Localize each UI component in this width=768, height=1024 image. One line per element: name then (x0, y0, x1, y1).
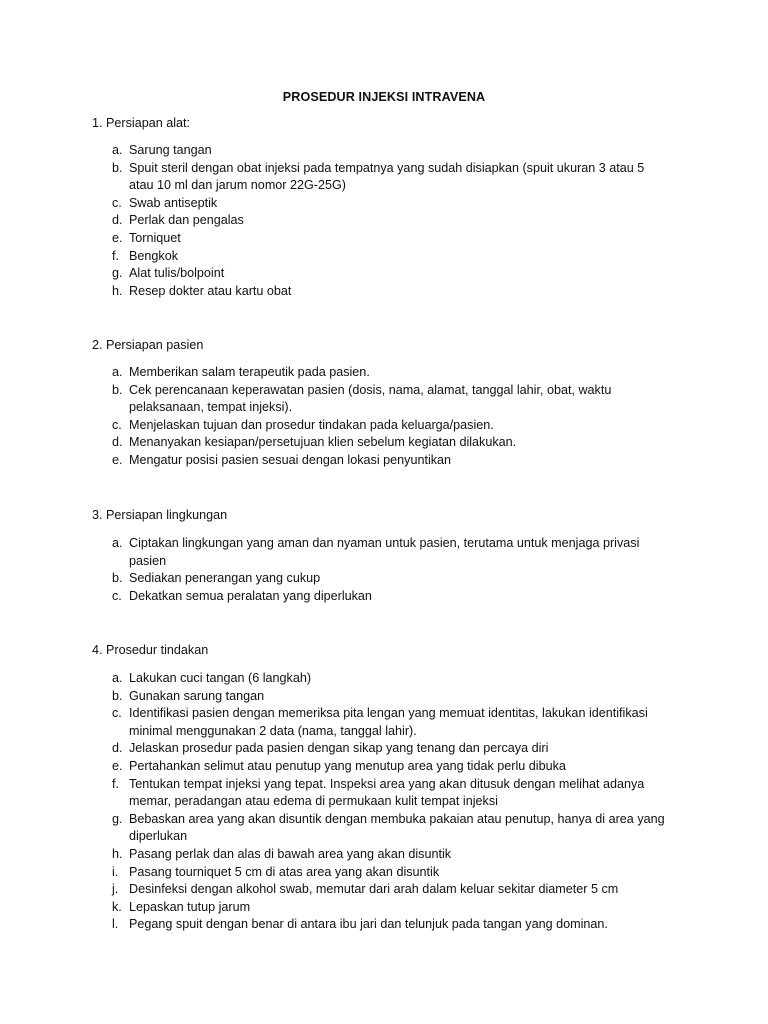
list-item: h. Resep dokter atau kartu obat (112, 283, 292, 298)
list-item: b. Cek perencanaan keperawatan pasien (dosis, nama, alamat, tanggal lahir, obat, waktu pelaksanaan, tempat injeksi). (112, 382, 612, 415)
list-item: d. Perlak dan pengalas (112, 213, 244, 228)
list-item: c. Identifikasi pasien dengan memeriksa pita lengan yang memuat identitas, lakukan identifikasi minimal menggunakan 2 data (nama, tanggal lahir). (112, 706, 648, 738)
list-persiapan-pasien (112, 364, 672, 470)
section-heading-persiapan-lingkungan: 3. Persiapan lingkungan (92, 508, 228, 522)
list-item: b. Sediakan penerangan yang cukup (112, 571, 321, 586)
list-item: a. Ciptakan lingkungan yang aman dan nyaman untuk pasien, terutama untuk menjaga privasi pasien (112, 536, 640, 568)
section-heading-persiapan-pasien: 2. Persiapan pasien (92, 338, 204, 352)
list-item: e. Torniquet (112, 230, 181, 245)
list-item: i. Pasang tourniquet 5 cm di atas area yang akan disuntik (112, 864, 440, 879)
list-item: d. Menanyakan kesiapan/persetujuan klien sebelum kegiatan dilakukan. (112, 435, 517, 450)
list-item: a. Memberikan salam terapeutik pada pasien. (112, 365, 370, 379)
list-item: j. Desinfeksi dengan alkohol swab, memutar dari arah dalam keluar sekitar diameter 5 cm (112, 882, 619, 897)
list-item: e. Pertahankan selimut atau penutup yang menutup area yang tidak perlu dibuka (112, 758, 566, 773)
list-item: c. Swab antiseptik (112, 195, 218, 210)
list-prosedur-tindakan (112, 670, 672, 934)
list-persiapan-lingkungan (112, 535, 672, 605)
list-item: c. Dekatkan semua peralatan yang diperlukan (112, 588, 372, 603)
list-item: h. Pasang perlak dan alas di bawah area yang akan disuntik (112, 846, 452, 861)
list-item: k. Lepaskan tutup jarum (112, 899, 251, 914)
list-item: f. Tentukan tempat injeksi yang tepat. Inspeksi area yang akan ditusuk dengan melihat adanya memar, peradangan atau edema di permukaan kulit tempat injeksi (112, 776, 645, 809)
list-item: f. Bengkok (112, 248, 179, 263)
list-item: g. Bebaskan area yang akan disuntik dengan membuka pakaian atau penutup, hanya di area yang diperlukan (112, 811, 665, 844)
list-item: a. Sarung tangan (112, 143, 212, 157)
list-item: d. Jelaskan prosedur pada pasien dengan sikap yang tenang dan percaya diri (112, 741, 549, 756)
list-item: b. Gunakan sarung tangan (112, 688, 265, 703)
section-heading-persiapan-alat: 1. Persiapan alat: (92, 116, 191, 130)
list-item: l. Pegang spuit dengan benar di antara ibu jari dan telunjuk pada tangan yang dominan. (112, 917, 608, 932)
list-item: c. Menjelaskan tujuan dan prosedur tindakan pada keluarga/pasien. (112, 417, 494, 432)
list-item: g. Alat tulis/bolpoint (112, 266, 225, 281)
list-persiapan-alat (112, 142, 672, 300)
section-heading-prosedur-tindakan: 4. Prosedur tindakan (92, 643, 209, 657)
list-item: b. Spuit steril dengan obat injeksi pada tempatnya yang sudah disiapkan (spuit ukuran 3 atau 5 atau 10 ml dan jarum nomor 22G-25G) (112, 160, 645, 193)
document-title: PROSEDUR INJEKSI INTRAVENA (282, 90, 486, 104)
list-item: e. Mengatur posisi pasien sesuai dengan lokasi penyuntikan (112, 452, 452, 467)
list-item: a. Lakukan cuci tangan (6 langkah) (112, 671, 312, 685)
